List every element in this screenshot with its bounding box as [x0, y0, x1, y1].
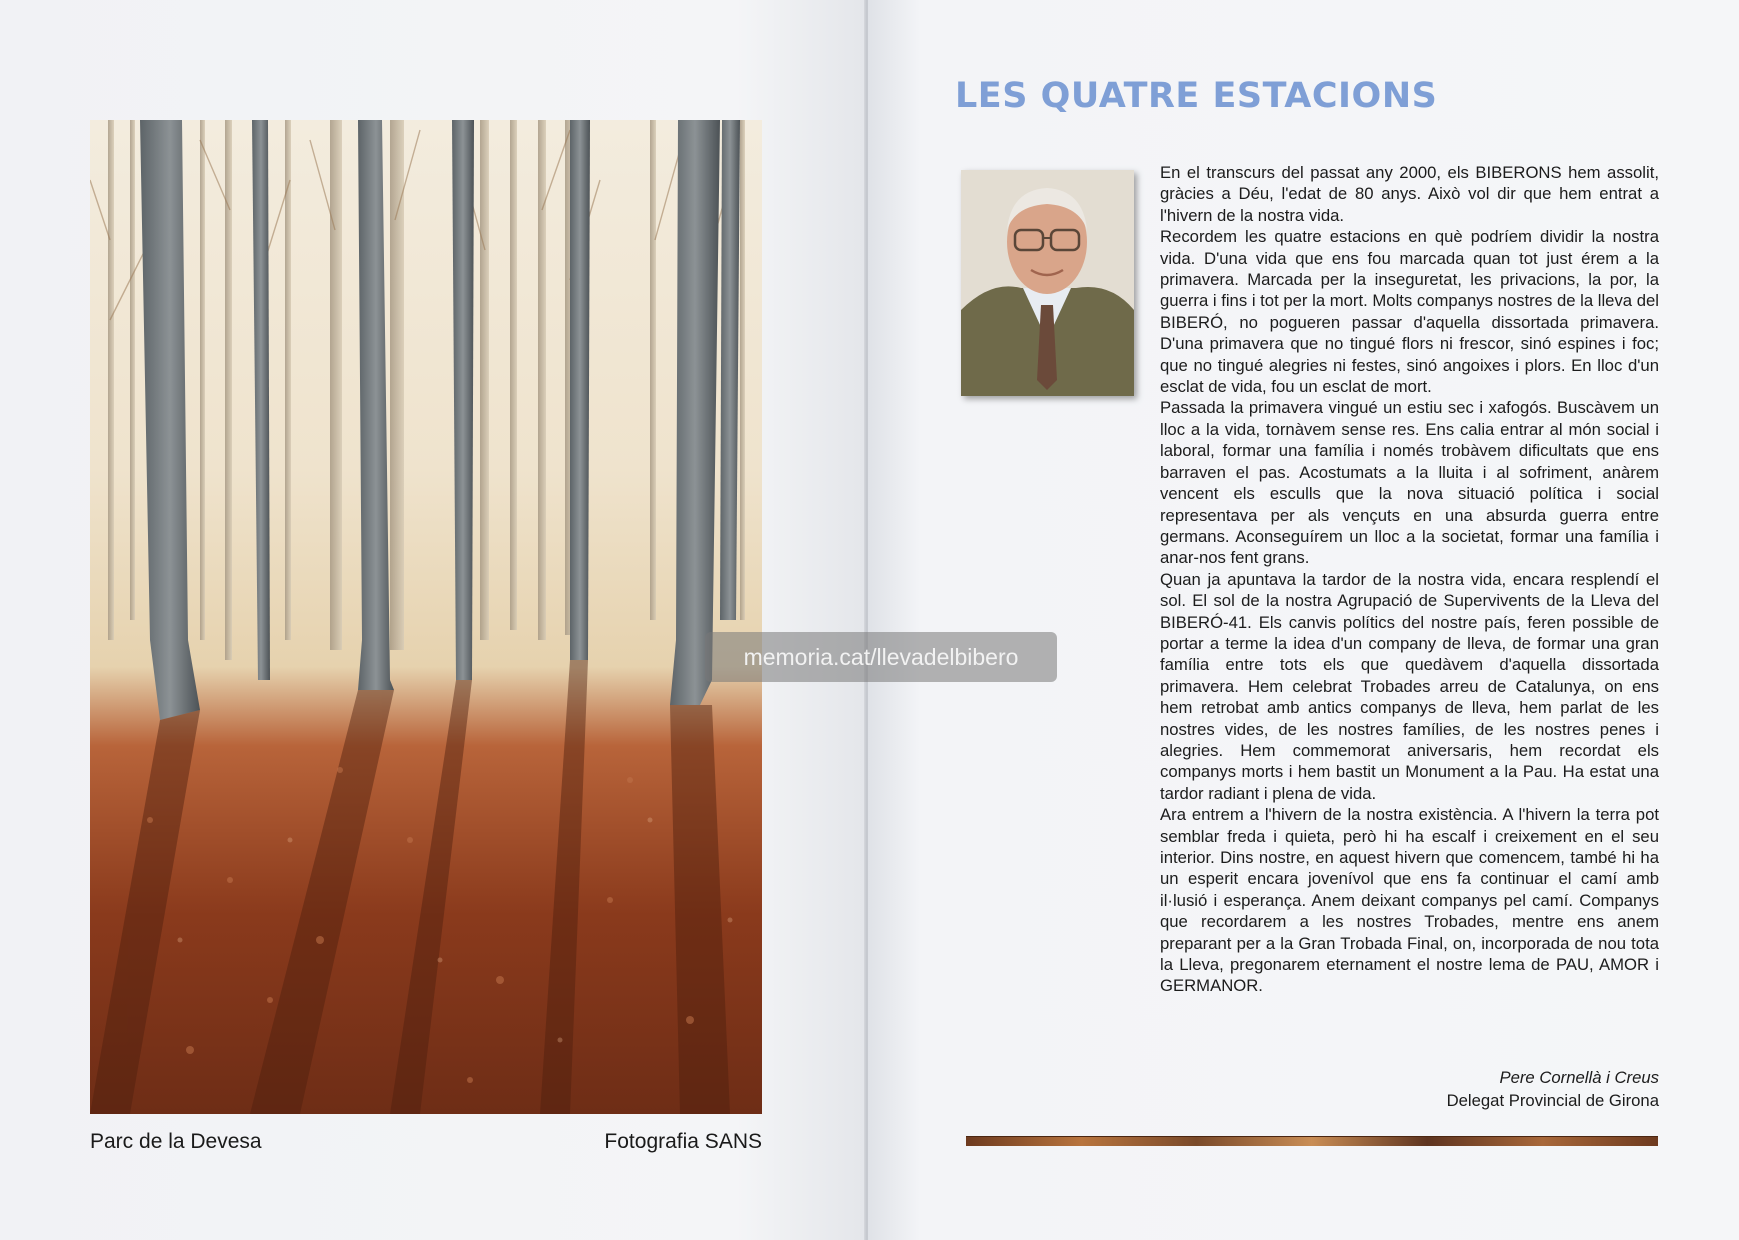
signature-title: Delegat Provincial de Girona [1446, 1091, 1659, 1110]
watermark-label: memoria.cat/llevadelbibero [705, 632, 1057, 682]
signature-block [1447, 1066, 1659, 1112]
signature-name: Pere Cornellà i Creus [1499, 1068, 1659, 1087]
left-page [0, 0, 866, 1240]
forest-photo [90, 120, 762, 1114]
photo-location-caption: Parc de la Devesa [90, 1130, 262, 1153]
photo-credit-caption: Fotografia SANS [604, 1130, 762, 1153]
decorative-leaf-bar [966, 1136, 1658, 1146]
article-body [1160, 162, 1659, 997]
article-paragraph: En el transcurs del passat any 2000, els BIBERONS hem assolit, gràcies a Déu, l'edat de 80 anys. Això vol dir que hem entrat a l'hivern de la nostra vida. [1160, 163, 1659, 225]
article-title: LES QUATRE ESTACIONS [955, 76, 1438, 116]
article-paragraph: Quan ja apuntava la tardor de la nostra vida, encara resplendí el sol. El sol de la nostra Agrupació de Supervivents de la Lleva del BIBERÓ-41. Els canvis polítics del nostre país, feren possible de portar a terme la idea d'un company de lleva, de formar una gran família entre tots els que quedàvem d'aquella dissortada primavera. Hem celebrat Trobades arreu de Catalunya, on ens hem retrobat amb antics companys de lleva, hem parlat de les nostres vides, de les nostres famílies, de les nostres penes i alegries. Hem commemorat aniversaris, hem recordat els companys morts i hem bastit un Monument a la Pau. Ha estat una tardor radiant i plena de vida. [1160, 569, 1659, 803]
article-paragraph: Passada la primavera vingué un estiu sec i xafogós. Buscàvem un lloc a la vida, tornàvem sense res. Ens calia entrar al món social i laboral, formar una família i només trobàvem dificultats que ens barraven el pas. Acostumats a la lluita i al sofriment, anàrem vencent els esculls que la nova situació política i social representava per als vençuts en una absurda guerra entre germans. Aconseguírem un lloc a la societat, formar una família i anar-nos fent grans. [1160, 398, 1659, 568]
author-portrait [961, 170, 1134, 396]
article-paragraph: Ara entrem a l'hivern de la nostra existència. A l'hivern la terra pot semblar freda i quieta, però hi ha escalf i creixement en el seu interior. Dins nostre, en aquest hivern que comencem, també hi ha un esperit encara jovenívol que ens fa continuar el camí amb il·lusió i esperança. Anem deixant companys pel camí. Companys que recordarem a les nostres Trobades, mentre ens anem preparant per a la Gran Trobada Final, on, incorporada de nou tota la Lleva, pregonarem eternament el nostre lema de PAU, AMOR i GERMANOR. [1160, 805, 1659, 996]
article-paragraph: Recordem les quatre estacions en què podríem dividir la nostra vida. D'una vida que ens fou marcada quan tot just érem a la primavera. Marcada per la inseguretat, les privacions, la por, la guerra i fins i tot per la mort. Molts companys nostres de la lleva del BIBERÓ, no pogueren passar d'aquella dissortada primavera. D'una primavera que no tingué flors ni frescor, sinó espines i foc; que no tingué alegries ni festes, sinó angoixes i plors. En lloc d'un esclat de vida, fou un esclat de mort. [1160, 227, 1659, 397]
